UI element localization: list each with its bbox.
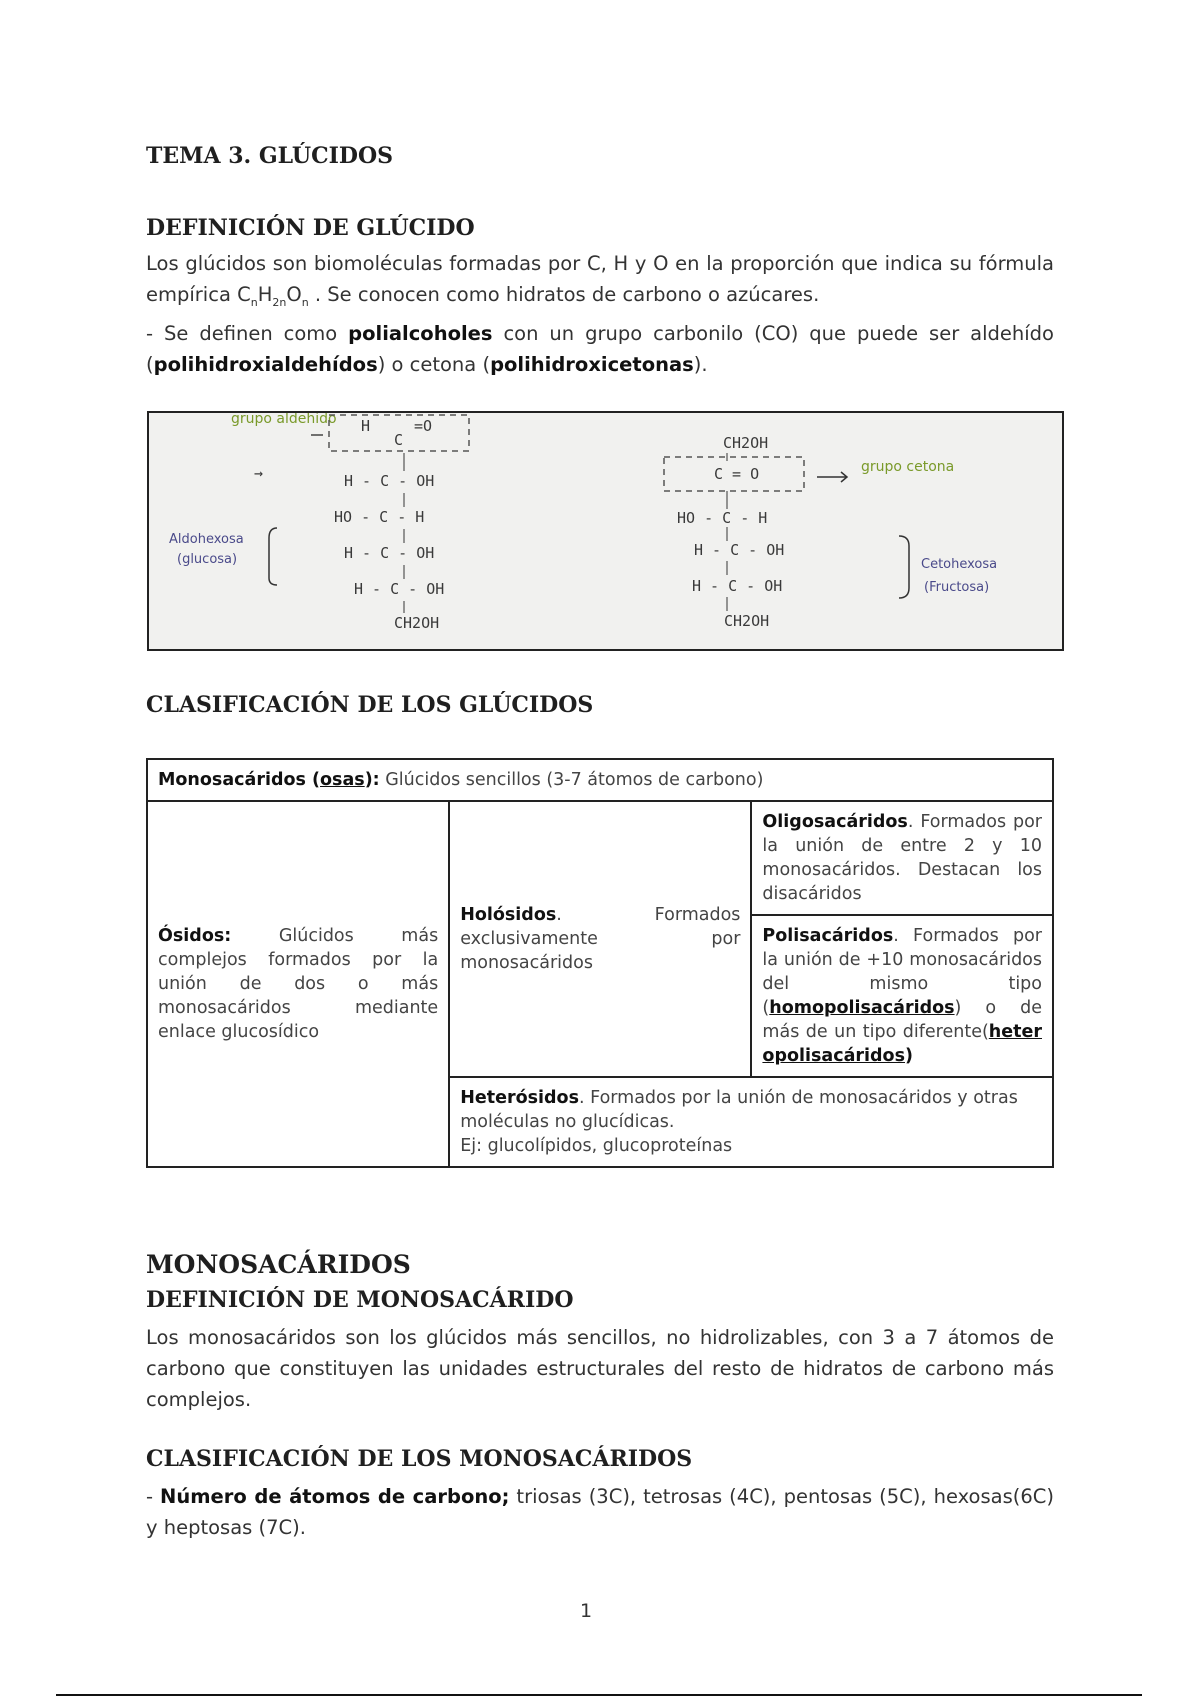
left-row-1: H - C - OH bbox=[344, 472, 435, 490]
cell-osidos: Ósidos: Glúcidos más complejos formados por la unión de dos o más monosacáridos mediante enlace glucosídico bbox=[147, 801, 449, 1167]
cell-heterosidos: Heterósidos. Formados por la unión de monosacáridos y otras moléculas no glucídicas. Ej: glucolípidos, glucoproteínas bbox=[449, 1077, 1053, 1167]
left-row-5: CH2OH bbox=[394, 614, 440, 632]
cell-monosacaridos: Monosacáridos (osas): Glúcidos sencillos (3-7 átomos de carbono) bbox=[147, 759, 1053, 801]
label-fructosa: (Fructosa) bbox=[924, 580, 990, 595]
classification-table bbox=[146, 758, 1054, 1168]
left-row-3: H - C - OH bbox=[344, 544, 435, 562]
right-row-1: CH2OH bbox=[723, 434, 769, 452]
classification-heading: CLASIFICACIÓN DE LOS GLÚCIDOS bbox=[146, 692, 594, 718]
aldehido-h: H bbox=[361, 417, 371, 435]
left-brace bbox=[269, 528, 277, 585]
cell-holosidos: Holósidos. Formados exclusivamente por monosacáridos bbox=[449, 801, 751, 1077]
arrow-cetona bbox=[817, 472, 847, 482]
definition-heading: DEFINICIÓN DE GLÚCIDO bbox=[146, 215, 475, 241]
bottom-rule bbox=[56, 1694, 1142, 1696]
cell-polisacaridos: Polisacáridos. Formados por la unión de +10 monosacáridos del mismo tipo (homopolisacáridos) o de más de un tipo diferente(heteropolisacáridos) bbox=[751, 915, 1053, 1077]
right-row-2: C = O bbox=[714, 465, 760, 483]
definition-paragraph: Los glúcidos son biomoléculas formadas por C, H y O en la proporción que indica su fórmula empírica $C_nH_{2n}O_n$ . Se conocen como hidratos de carbono o azúcares. - Se definen como polialcoholes con un grupo carbonilo (CO) que puede ser aldehído (polihidroxialdehídos) o cetona (polihidroxicetonas). bbox=[146, 252, 1054, 376]
label-aldohexosa: Aldohexosa bbox=[169, 532, 244, 547]
monosacaridos-heading: MONOSACÁRIDOS bbox=[146, 1250, 411, 1279]
table-row bbox=[147, 759, 1053, 801]
monosacaridos-classification-heading: CLASIFICACIÓN DE LOS MONOSACÁRIDOS bbox=[146, 1446, 693, 1472]
page-title: TEMA 3. GLÚCIDOS bbox=[146, 143, 394, 169]
right-row-6: CH2OH bbox=[724, 612, 770, 630]
left-row-4: H - C - OH bbox=[354, 580, 445, 598]
label-grupo-cetona: grupo cetona bbox=[861, 459, 955, 475]
cell-oligosacaridos: Oligosacáridos. Formados por la unión de entre 2 y 10 monosacáridos. Destacan los disacáridos bbox=[751, 801, 1053, 915]
aldehido-o: =O bbox=[414, 417, 433, 435]
page-number: 1 bbox=[579, 1600, 593, 1622]
label-cetohexosa: Cetohexosa bbox=[921, 557, 998, 572]
left-row-2: HO - C - H bbox=[334, 508, 425, 526]
handwritten-structures-figure bbox=[147, 411, 1064, 651]
label-grupo-aldehido: grupo aldehido bbox=[231, 413, 337, 427]
monosacaridos-classification-text: - Número de átomos de carbono; triosas (3C), tetrosas (4C), pentosas (5C), hexosas(6C) y heptosas (7C). bbox=[146, 1485, 1054, 1539]
right-row-3: HO - C - H bbox=[677, 509, 768, 527]
right-brace bbox=[899, 536, 909, 598]
monosacarido-definition-text: Los monosacáridos son los glúcidos más sencillos, no hidrolizables, con 3 a 7 átomos de carbono que constituyen las unidades estructurales del resto de hidratos de carbono más complejos. bbox=[146, 1326, 1054, 1411]
structures-drawing bbox=[149, 413, 1062, 649]
aldehido-c: C bbox=[394, 431, 404, 449]
table-row bbox=[147, 801, 1053, 915]
monosacarido-definition-heading: DEFINICIÓN DE MONOSACÁRIDO bbox=[146, 1287, 574, 1313]
label-glucosa: (glucosa) bbox=[177, 552, 238, 567]
small-arrow-glyph: → bbox=[254, 464, 264, 482]
right-row-4: H - C - OH bbox=[694, 541, 785, 559]
right-row-5: H - C - OH bbox=[692, 577, 783, 595]
